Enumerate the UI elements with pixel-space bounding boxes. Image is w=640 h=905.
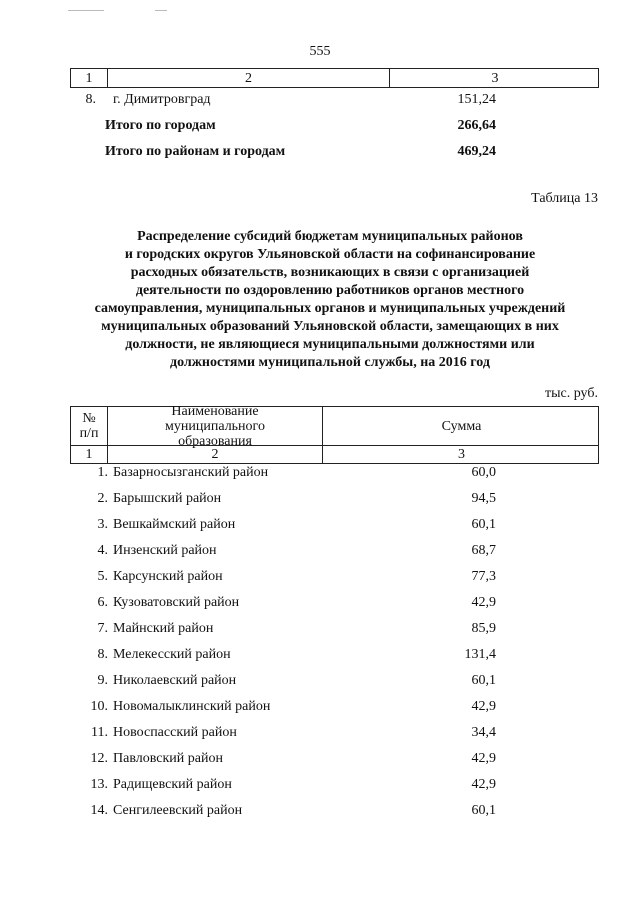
row-name: Кузоватовский район — [113, 595, 240, 610]
total-row-all — [0, 144, 640, 164]
row-value: 60,1 — [471, 803, 496, 818]
total-label: Итого по городам — [105, 118, 216, 133]
table-row — [0, 777, 640, 797]
row-name: Николаевский район — [113, 673, 237, 688]
table-row — [0, 725, 640, 745]
row-name: Барышский район — [113, 491, 222, 506]
row-name: Сенгилеевский район — [113, 803, 243, 818]
row-value: 42,9 — [471, 699, 496, 714]
table-row — [0, 647, 640, 667]
row-number: 8. — [85, 92, 96, 107]
row-number: 3. — [97, 517, 108, 532]
table-row — [0, 595, 640, 615]
row-number: 11. — [91, 725, 108, 740]
row-number: 6. — [97, 595, 108, 610]
table-row — [0, 803, 640, 823]
row-value: 34,4 — [471, 725, 496, 740]
table-row — [0, 569, 640, 589]
row-name: Карсунский район — [113, 569, 223, 584]
header-number: № п/п — [71, 407, 108, 445]
row-number: 5. — [97, 569, 108, 584]
column-number-2: 2 — [108, 69, 390, 87]
table-row — [0, 92, 640, 112]
title-line: должности, не являющиеся муниципальными должностями или — [125, 337, 535, 352]
row-number: 4. — [97, 543, 108, 558]
total-row-cities — [0, 118, 640, 138]
row-value: 131,4 — [464, 647, 496, 662]
column-number-2: 2 — [108, 446, 323, 463]
row-name: Павловский район — [113, 751, 223, 766]
table-row — [0, 699, 640, 719]
row-name: Мелекесский район — [113, 647, 231, 662]
title-line: деятельности по оздоровлению работников органов местного — [135, 283, 525, 298]
scan-artifact — [68, 10, 104, 11]
row-value: 77,3 — [471, 569, 496, 584]
title-line: должностями муниципальной службы, на 2016 год — [170, 355, 490, 370]
row-value: 68,7 — [471, 543, 496, 558]
row-name: Базарносызганский район — [113, 465, 269, 480]
table-row — [0, 621, 640, 641]
row-number: 7. — [97, 621, 108, 636]
column-number-3: 3 — [458, 447, 465, 462]
row-name: Инзенский район — [113, 543, 217, 558]
table-row — [0, 543, 640, 563]
total-label: Итого по районам и городам — [105, 144, 286, 159]
total-value: 469,24 — [457, 144, 496, 159]
table-header — [70, 403, 599, 449]
page-number: 555 — [309, 44, 331, 59]
column-number-1: 1 — [71, 69, 108, 87]
title-line: Распределение субсидий бюджетам муниципальных районов — [137, 229, 523, 244]
row-name: Радищевский район — [113, 777, 232, 792]
column-number-3: 3 — [491, 70, 499, 86]
title-line: и городских округов Ульяновской области на софинансирование — [124, 247, 536, 262]
units-label: тыс. руб. — [545, 386, 598, 401]
row-value: 60,0 — [471, 465, 496, 480]
row-name: Вешкаймский район — [113, 517, 236, 532]
header-name: Наименование муниципального образования — [108, 407, 323, 445]
table-row — [0, 491, 640, 511]
row-number: 13. — [90, 777, 108, 792]
title-line: расходных обязательств, возникающих в связи с организацией — [130, 265, 530, 280]
table-row — [0, 517, 640, 537]
scan-artifact — [155, 10, 167, 11]
row-value: 151,24 — [457, 92, 496, 107]
table-label: Таблица 13 — [531, 191, 598, 206]
table-row — [0, 465, 640, 485]
row-value: 42,9 — [471, 777, 496, 792]
table-column-numbers — [70, 445, 599, 464]
row-name: Новомалыклинский район — [113, 699, 271, 714]
top-table-column-numbers — [70, 68, 599, 88]
row-name: Майнский район — [113, 621, 214, 636]
row-value: 60,1 — [471, 517, 496, 532]
row-number: 9. — [97, 673, 108, 688]
row-number: 1. — [97, 465, 108, 480]
row-number: 12. — [90, 751, 108, 766]
row-name: г. Димитровград — [113, 92, 211, 107]
row-value: 60,1 — [471, 673, 496, 688]
row-number: 14. — [90, 803, 108, 818]
row-value: 94,5 — [471, 491, 496, 506]
document-title — [60, 228, 600, 372]
column-number-1: 1 — [71, 446, 108, 463]
title-line: самоуправления, муниципальных органов и муниципальных учреждений — [94, 301, 566, 316]
title-line: муниципальных образований Ульяновской области, замещающих в них — [101, 319, 559, 334]
row-value: 85,9 — [471, 621, 496, 636]
row-value: 42,9 — [471, 595, 496, 610]
total-value: 266,64 — [457, 118, 496, 133]
row-name: Новоспасский район — [113, 725, 237, 740]
row-value: 42,9 — [471, 751, 496, 766]
row-number: 8. — [97, 647, 108, 662]
row-number: 2. — [97, 491, 108, 506]
row-number: 10. — [90, 699, 108, 714]
header-sum: Сумма — [441, 418, 482, 434]
table-row — [0, 673, 640, 693]
table-row — [0, 751, 640, 771]
